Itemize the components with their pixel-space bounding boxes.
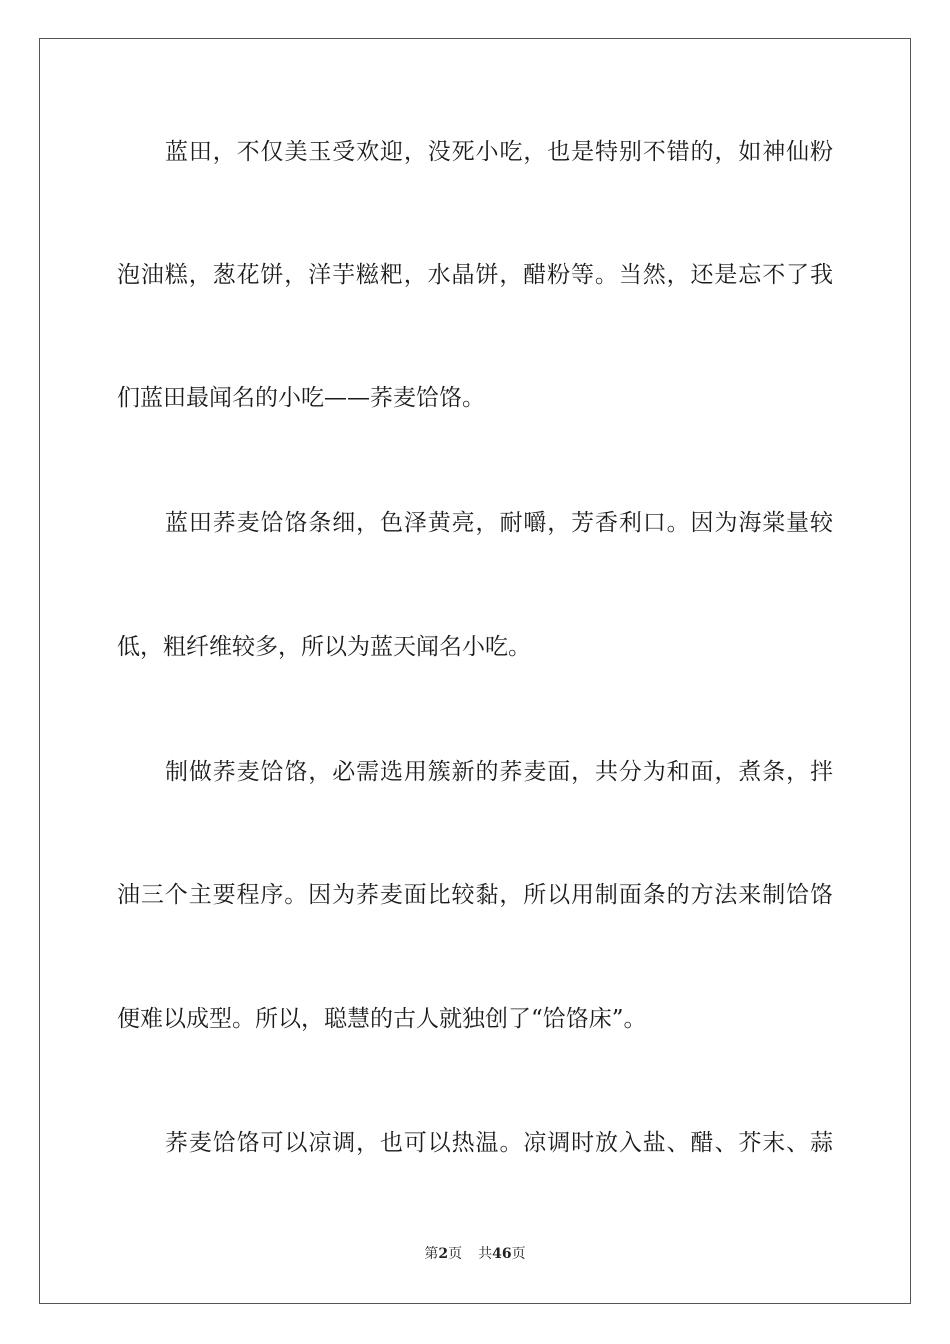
paragraph-1-line-3: 们蓝田最闻名的小吃——荞麦饸饹。: [117, 385, 485, 411]
paragraph-2-line-1: 蓝田荞麦饸饹条细，色泽黄亮，耐嚼，芳香利口。因为海棠量较: [165, 510, 833, 536]
paragraph-3-line-3: 便难以成型。所以，聪慧的古人就独创了“饸饹床”。: [117, 1006, 647, 1032]
paragraph-1-line-1: 蓝田，不仅美玉受欢迎，没死小吃，也是特别不错的，如神仙粉: [165, 139, 833, 165]
footer-page-number: 2: [438, 1246, 449, 1262]
footer-page-prefix: 第: [424, 1246, 439, 1262]
paragraph-3-line-2: 油三个主要程序。因为荞麦面比较黏，所以用制面条的方法来制饸饹: [117, 882, 833, 908]
footer-page-suffix: 页: [448, 1246, 463, 1262]
page-footer: [0, 1245, 950, 1263]
footer-total-prefix: 共: [478, 1246, 493, 1262]
paragraph-3-line-1: 制做荞麦饸饹，必需选用簇新的荞麦面，共分为和面，煮条，拌: [165, 759, 833, 785]
paragraph-1-line-2: 泡油糕，葱花饼，洋芋糍粑，水晶饼，醋粉等。当然，还是忘不了我: [117, 262, 833, 288]
footer-total-pages: 46: [492, 1246, 512, 1262]
footer-total-suffix: 页: [511, 1246, 526, 1262]
page-border: [39, 38, 911, 1304]
paragraph-4-line-1: 荞麦饸饹可以凉调，也可以热温。凉调时放入盐、醋、芥末、蒜: [165, 1130, 833, 1156]
paragraph-2-line-2: 低，粗纤维较多，所以为蓝天闻名小吃。: [117, 634, 531, 660]
